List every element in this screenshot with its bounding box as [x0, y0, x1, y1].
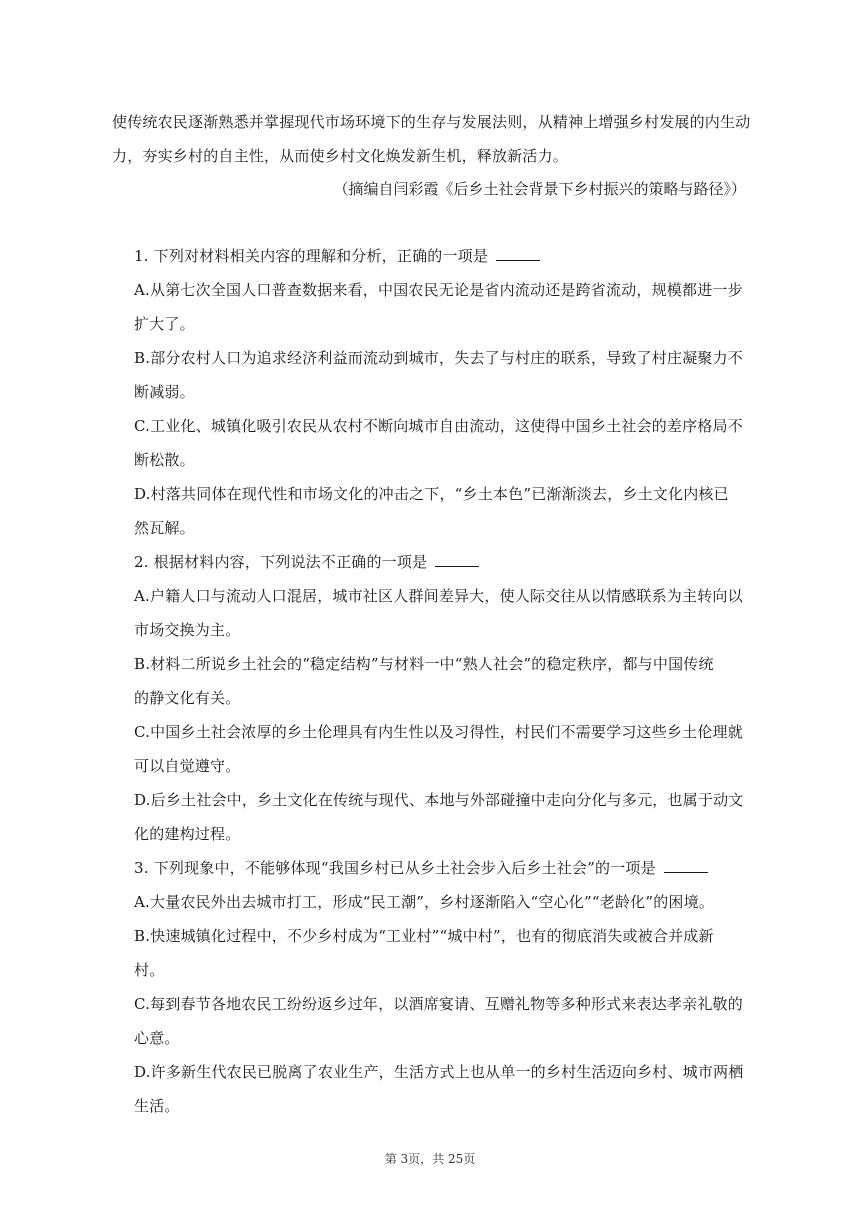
q3-option-b-line2: 村。 — [134, 961, 165, 979]
q3-option-b-line1: B.快速城镇化过程中，不少乡村成为“工业村”“城中村”，也有的彻底消失或被合并成新 — [134, 927, 714, 945]
q2-option-d-line1: D.后乡土社会中，乡土文化在传统与现代、本地与外部碰撞中走向分化与多元，也属于动文 — [134, 791, 744, 809]
answer-blank — [496, 246, 540, 261]
question-3-stem — [134, 857, 708, 879]
q2-option-a-line2: 市场交换为主。 — [134, 621, 241, 639]
q1-option-d-line2: 然瓦解。 — [134, 519, 195, 537]
question-1-stem — [134, 245, 540, 267]
q1-option-a-line2: 扩大了。 — [134, 315, 195, 333]
citation: （摘编自闫彩霞《后乡土社会背景下乡村振兴的策略与路径》） — [333, 180, 746, 198]
q2-option-b-line1: B.材料二所说乡土社会的“稳定结构”与材料一中“熟人社会”的稳定秩序，都与中国传统 — [134, 655, 714, 673]
q2-option-a-line1: A.户籍人口与流动人口混居，城市社区人群间差异大，使人际交往从以情感联系为主转向以 — [134, 587, 743, 605]
q2-option-c-line2: 可以自觉遵守。 — [134, 757, 241, 775]
q3-option-d-line2: 生活。 — [134, 1097, 180, 1115]
q1-option-c-line1: C.工业化、城镇化吸引农民从农村不断向城市自由流动，这使得中国乡土社会的差序格局不 — [134, 417, 743, 435]
q1-option-b-line1: B.部分农村人口为追求经济利益而流动到城市，失去了与村庄的联系，导致了村庄凝聚力不 — [134, 349, 743, 367]
q1-option-d-line1: D.村落共同体在现代性和市场文化的冲击之下，“乡土本色”已渐渐淡去，乡土文化内核已 — [134, 485, 729, 503]
question-2-stem — [134, 551, 479, 573]
q3-option-d-line1: D.许多新生代农民已脱离了农业生产，生活方式上也从单一的乡村生活迈向乡村、城市两栖 — [134, 1063, 744, 1081]
intro-line-2: 力，夯实乡村的自主性，从而使乡村文化焕发新生机，释放新活力。 — [112, 147, 569, 165]
question-2-text: 2. 根据材料内容，下列说法不正确的一项是 — [134, 553, 428, 571]
q3-option-c-line1: C.每到春节各地农民工纷纷返乡过年，以酒席宴请、互赠礼物等多种形式来表达孝亲礼敬的 — [134, 995, 743, 1013]
answer-blank — [435, 552, 479, 567]
q1-option-c-line2: 断松散。 — [134, 451, 195, 469]
q2-option-b-line2: 的静文化有关。 — [134, 689, 241, 707]
q3-option-a-line1: A.大量农民外出去城市打工，形成“民工潮”，乡村逐渐陷入“空心化”“老龄化”的困境。 — [134, 893, 715, 911]
question-3-text: 3. 下列现象中，不能够体现“我国乡村已从乡土社会步入后乡土社会”的一项是 — [134, 859, 656, 877]
q2-option-c-line1: C.中国乡土社会浓厚的乡土伦理具有内生性以及习得性，村民们不需要学习这些乡土伦理就 — [134, 723, 743, 741]
q1-option-a-line1: A.从第七次全国人口普查数据来看，中国农民无论是省内流动还是跨省流动，规模都进一步 — [134, 281, 743, 299]
page-footer: 第 3页，共 25页 — [384, 1152, 476, 1166]
answer-blank — [664, 858, 708, 873]
q3-option-c-line2: 心意。 — [134, 1029, 180, 1047]
question-1-text: 1. 下列对材料相关内容的理解和分析，正确的一项是 — [134, 247, 489, 265]
q2-option-d-line2: 化的建构过程。 — [134, 825, 241, 843]
q1-option-b-line2: 断减弱。 — [134, 383, 195, 401]
intro-line-1: 使传统农民逐渐熟悉并掌握现代市场环境下的生存与发展法则，从精神上增强乡村发展的内生动 — [112, 113, 751, 131]
